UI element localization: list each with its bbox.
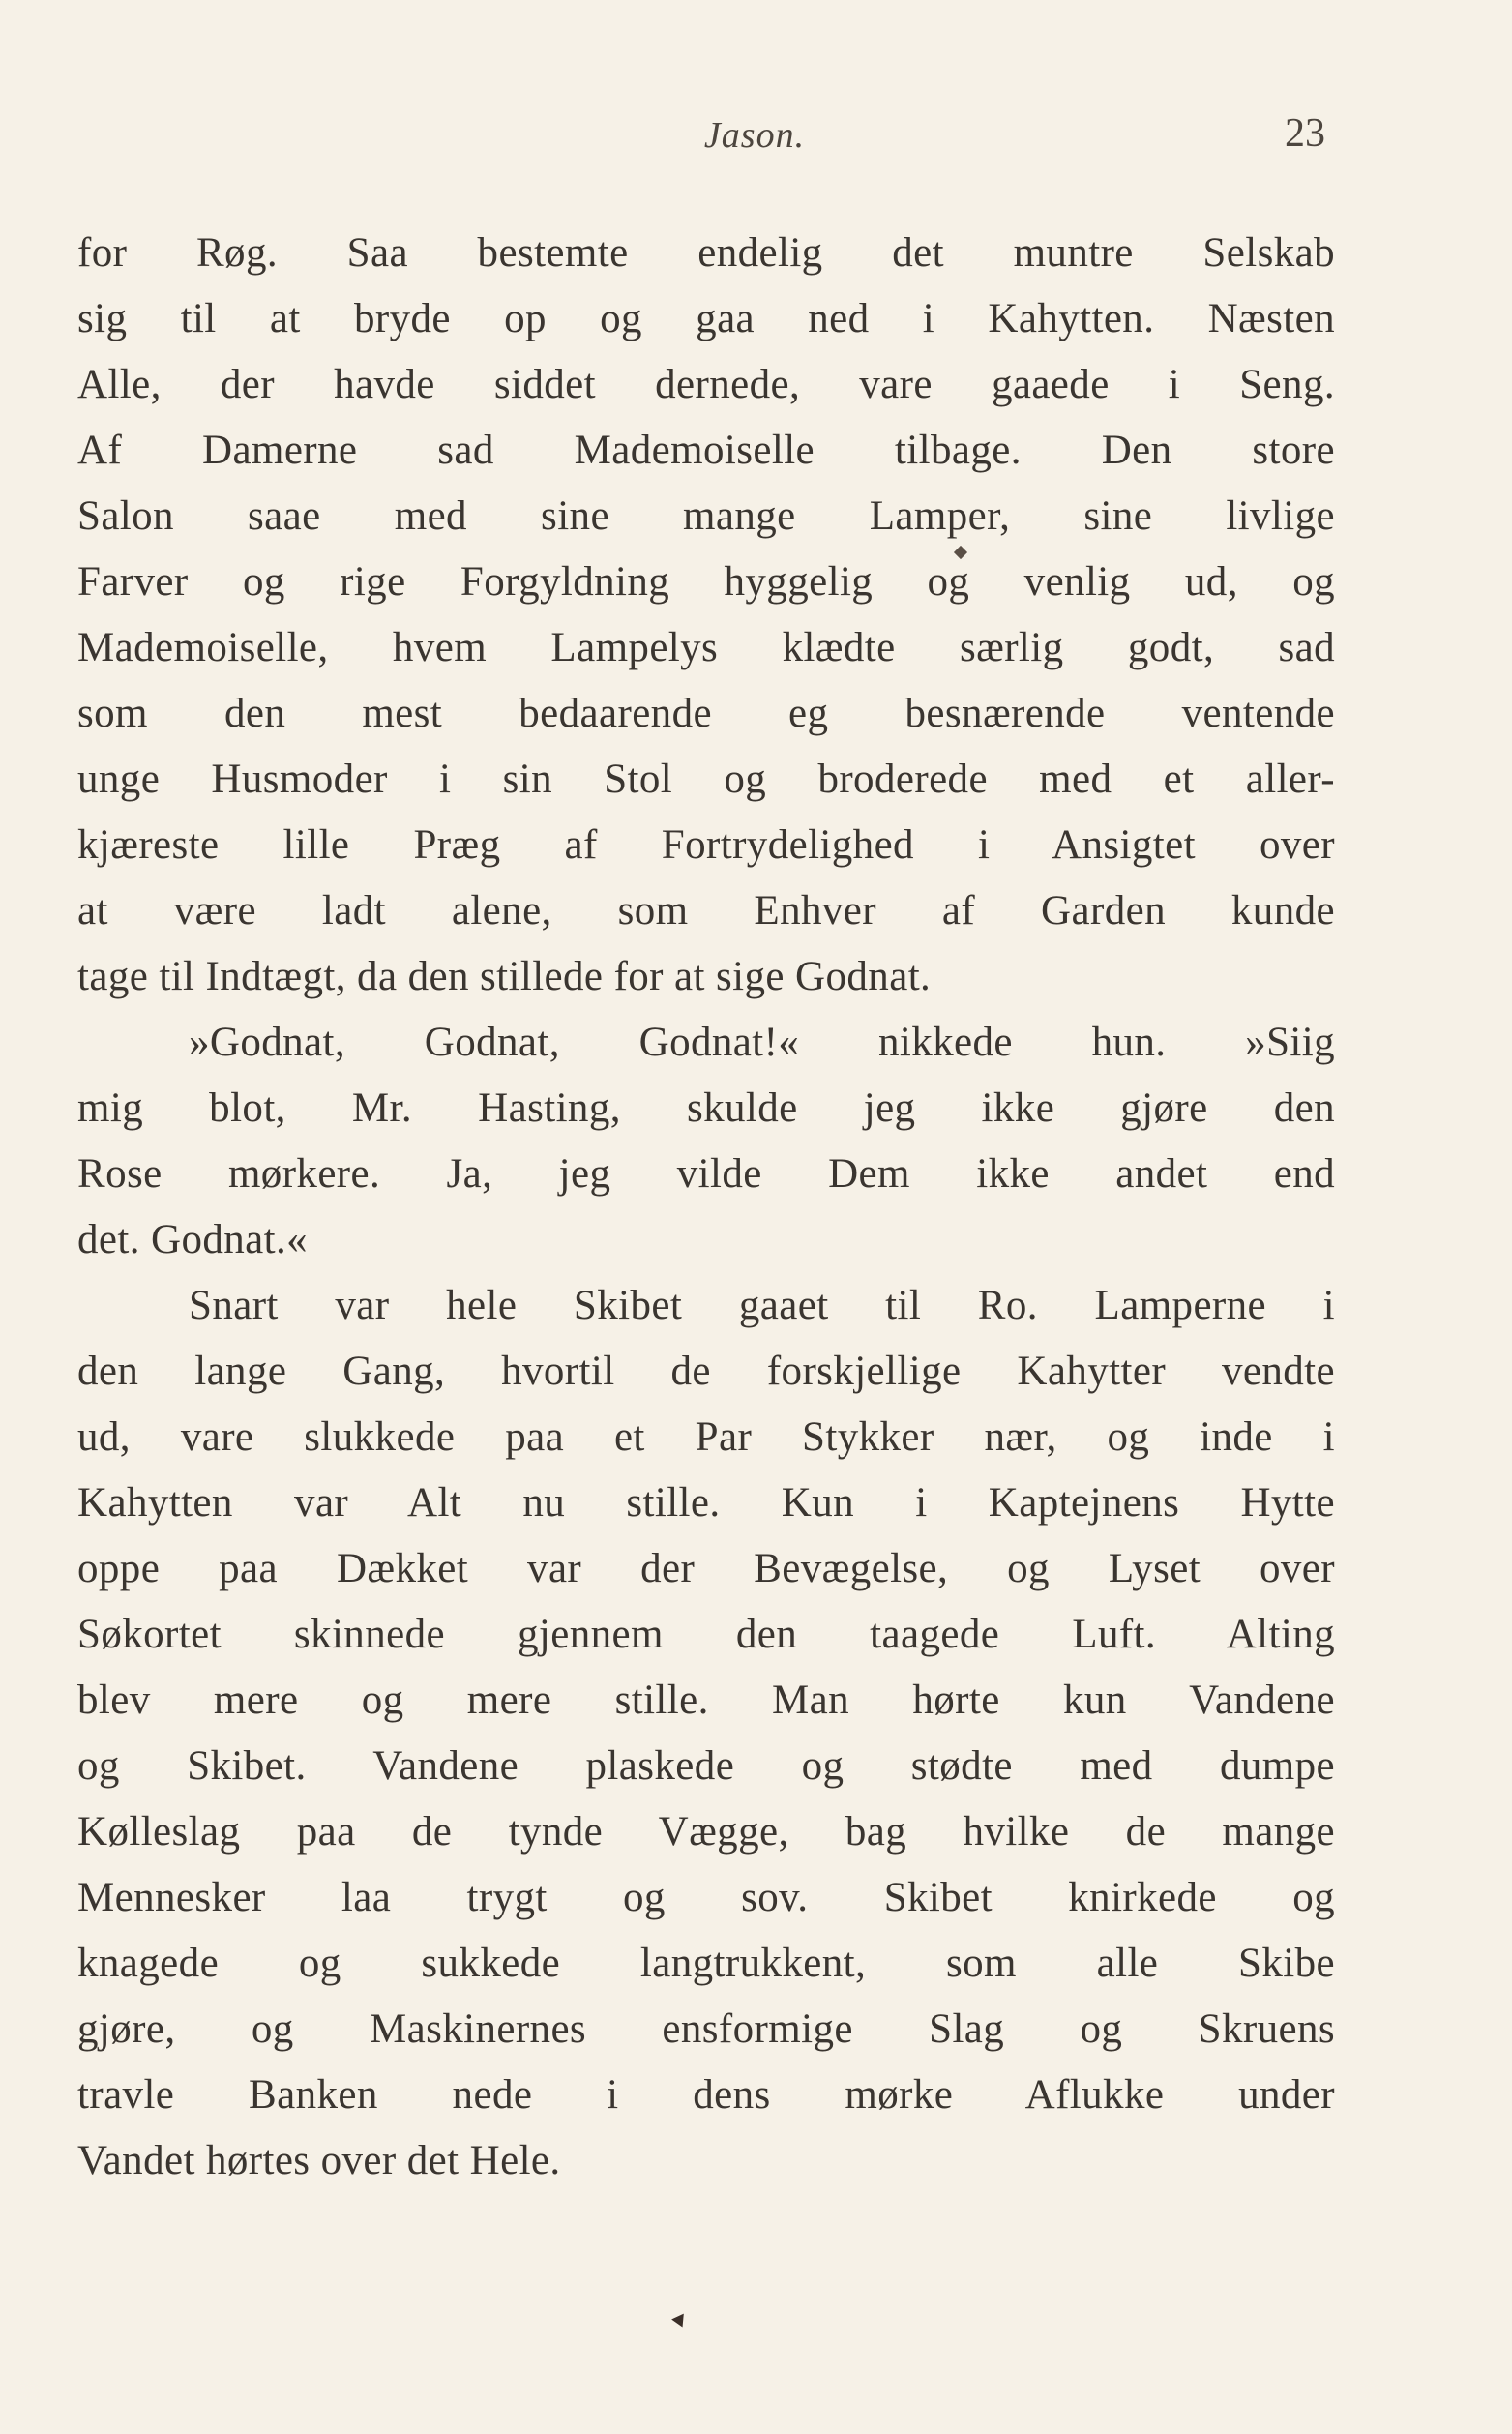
text-line: Alle, der havde siddet dernede, vare gaaede i Seng. [77,362,1335,407]
ink-mark [671,2314,689,2330]
text-line: Mademoiselle, hvem Lampelys klædte særlig godt, sad [77,625,1335,670]
text-line: knagede og sukkede langtrukkent, som alle Skibe [77,1941,1335,1986]
text-line: at være ladt alene, som Enhver af Garden kunde [77,888,1335,934]
text-line: travle Banken nede i dens mørke Aflukke under [77,2072,1335,2118]
text-line: Kølleslag paa de tynde Vægge, bag hvilke de mange [77,1809,1335,1855]
text-line: tage til Indtægt, da den stillede for at sige Godnat. [77,954,932,999]
text-line: unge Husmoder i sin Stol og broderede med et aller- [77,757,1335,802]
page-number: 23 [1285,111,1325,156]
text-line: Farver og rige Forgyldning hyggelig og venlig ud, og [77,559,1335,605]
text-line: »Godnat, Godnat, Godnat!« nikkede hun. »Siig [189,1020,1335,1065]
text-line: Af Damerne sad Mademoiselle tilbage. Den store [77,428,1335,473]
running-title: Jason. [703,115,806,156]
text-line: ud, vare slukkede paa et Par Stykker nær, og inde i [77,1414,1335,1460]
text-line: den lange Gang, hvortil de forskjellige Kahytter vendte [77,1349,1335,1394]
text-line: oppe paa Dækket var der Bevægelse, og Lyset over [77,1546,1335,1591]
text-line: blev mere og mere stille. Man hørte kun Vandene [77,1677,1335,1723]
text-line: mig blot, Mr. Hasting, skulde jeg ikke gjøre den [77,1085,1335,1131]
text-line: sig til at bryde op og gaa ned i Kahytten. Næsten [77,296,1335,341]
text-line: Snart var hele Skibet gaaet til Ro. Lamperne i [189,1283,1335,1328]
text-line: og Skibet. Vandene plaskede og stødte med dumpe [77,1743,1335,1789]
text-line: Mennesker laa trygt og sov. Skibet knirkede og [77,1875,1335,1920]
text-line: Søkortet skinnede gjennem den taagede Luft. Alting [77,1612,1335,1657]
text-line: Vandet hørtes over det Hele. [77,2138,561,2183]
text-line: som den mest bedaarende eg besnærende ventende [77,691,1335,736]
text-line: Kahytten var Alt nu stille. Kun i Kaptejnens Hytte [77,1480,1335,1526]
text-line: kjæreste lille Præg af Fortrydelighed i Ansigtet over [77,822,1335,868]
text-line: Salon saae med sine mange Lamper, sine livlige [77,493,1335,539]
text-line: Rose mørkere. Ja, jeg vilde Dem ikke andet end [77,1151,1335,1197]
text-line: gjøre, og Maskinernes ensformige Slag og Skruens [77,2006,1335,2052]
body-text [77,221,1335,2194]
text-line: det. Godnat.« [77,1217,309,1262]
text-line: for Røg. Saa bestemte endelig det muntre Selskab [77,230,1335,276]
